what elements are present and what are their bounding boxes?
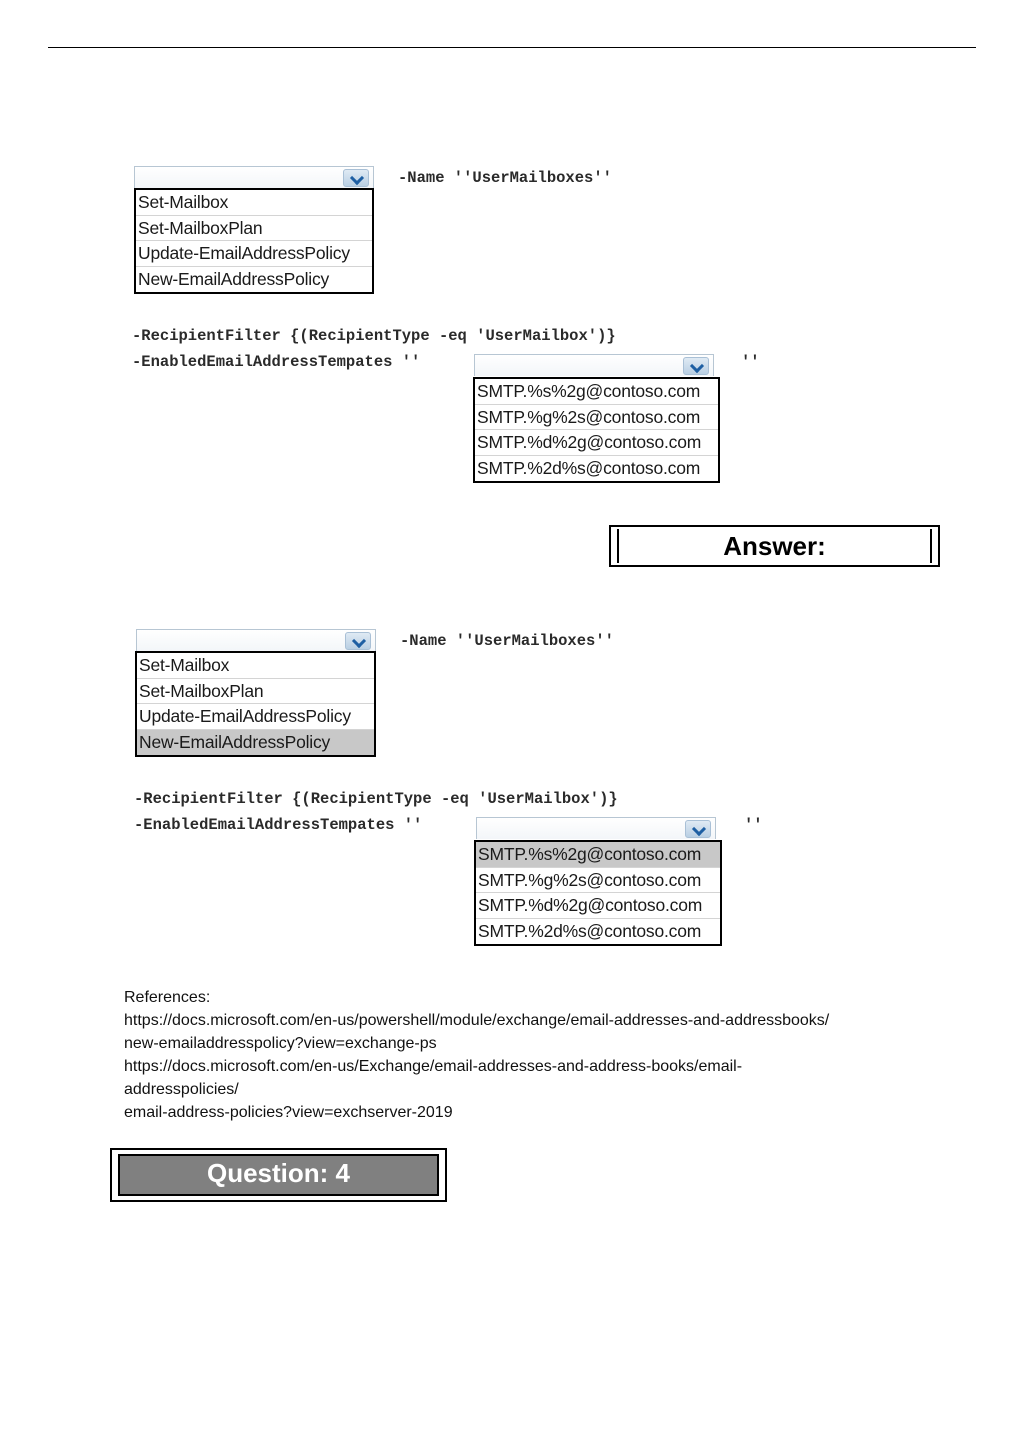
header-rule [48, 47, 976, 48]
chevron-down-icon [690, 359, 704, 373]
template-option[interactable]: SMTP.%d%2g@contoso.com [476, 893, 720, 919]
cmdlet-option[interactable]: Set-Mailbox [137, 653, 374, 679]
cmdlet-dropdown-field[interactable] [134, 166, 374, 188]
question-banner [110, 1148, 447, 1202]
dropdown-button[interactable] [343, 169, 369, 187]
template-option-selected[interactable]: SMTP.%s%2g@contoso.com [476, 842, 720, 868]
template-option[interactable]: SMTP.%d%2g@contoso.com [475, 430, 718, 456]
template-param-text: -EnabledEmailAddressTempates '' [132, 353, 421, 371]
cmdlet-options-list [135, 651, 376, 757]
answer-banner [609, 525, 940, 567]
template-option[interactable]: SMTP.%2d%s@contoso.com [477, 457, 701, 478]
template-dropdown-field[interactable] [476, 817, 716, 839]
cmdlet-option[interactable]: Set-MailboxPlan [137, 679, 374, 705]
template-option[interactable]: SMTP.%g%2s@contoso.com [475, 405, 718, 431]
recipient-filter-text: -RecipientFilter {(RecipientType -eq 'UserMailbox')} [132, 327, 616, 345]
dropdown-button[interactable] [345, 632, 371, 650]
template-option[interactable]: SMTP.%2d%s@contoso.com [478, 920, 702, 941]
dropdown-button[interactable] [685, 820, 711, 838]
template-option[interactable]: SMTP.%s%2g@contoso.com [475, 379, 718, 405]
template-options-list [474, 840, 722, 946]
cmdlet-options-list [134, 188, 374, 294]
template-close-quotes: '' [744, 816, 763, 834]
reference-link-line[interactable]: new-emailaddresspolicy?view=exchange-ps [124, 1035, 437, 1052]
references-block [124, 986, 924, 1124]
chevron-down-icon [692, 822, 706, 836]
template-close-quotes: '' [741, 353, 760, 371]
chevron-down-icon [350, 171, 364, 185]
recipient-filter-text: -RecipientFilter {(RecipientType -eq 'UserMailbox')} [134, 790, 618, 808]
template-dropdown-field[interactable] [474, 354, 714, 376]
cmdlet-option-selected[interactable]: New-EmailAddressPolicy [137, 730, 374, 756]
cmdlet-option[interactable]: Set-Mailbox [136, 190, 372, 216]
name-param-text: -Name ''UserMailboxes'' [400, 632, 614, 650]
cmdlet-option[interactable]: New-EmailAddressPolicy [138, 268, 330, 289]
dropdown-button[interactable] [683, 357, 709, 375]
question-number-label: Question: 4 [206, 1158, 350, 1188]
reference-link-line[interactable]: https://docs.microsoft.com/en-us/Exchange/email-addresses-and-address-books/email- [124, 1058, 743, 1075]
chevron-down-icon [352, 634, 366, 648]
cmdlet-dropdown-field[interactable] [136, 629, 376, 651]
reference-link-line[interactable]: addresspolicies/ [124, 1081, 239, 1098]
references-heading: References: [124, 989, 211, 1006]
template-param-text: -EnabledEmailAddressTempates '' [134, 816, 423, 834]
cmdlet-option[interactable]: Set-MailboxPlan [136, 216, 372, 242]
answer-label: Answer: [723, 531, 826, 561]
cmdlet-option[interactable]: Update-EmailAddressPolicy [136, 241, 372, 267]
template-option[interactable]: SMTP.%g%2s@contoso.com [476, 868, 720, 894]
name-param-text: -Name ''UserMailboxes'' [398, 169, 612, 187]
template-options-list [473, 377, 720, 483]
reference-link-line[interactable]: https://docs.microsoft.com/en-us/powershell/module/exchange/email-addresses-and-addressbooks/ [124, 1012, 830, 1029]
cmdlet-option[interactable]: Update-EmailAddressPolicy [137, 704, 374, 730]
reference-link-line[interactable]: email-address-policies?view=exchserver-2019 [124, 1104, 453, 1121]
